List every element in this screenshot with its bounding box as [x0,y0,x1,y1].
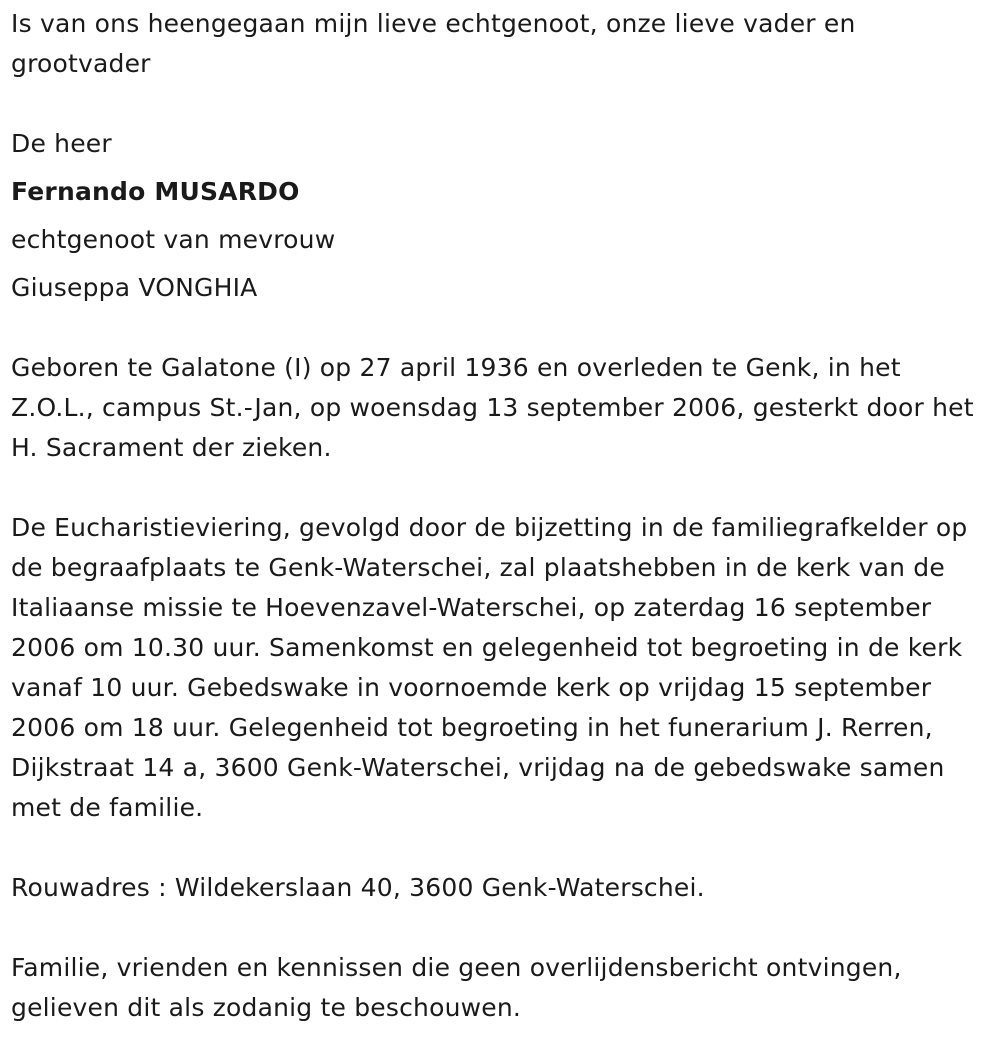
intro-text: Is van ons heengegaan mijn lieve echtgenoot, onze lieve vader en grootvader [11,9,856,78]
deceased-name: Fernando MUSARDO [11,177,300,206]
obituary-document [11,0,991,1028]
closing-paragraph: Familie, vrienden en kennissen die geen overlijdensbericht ontvingen, gelieven dit als zodanig te beschouwen. [11,953,902,1022]
title-prefix: De heer [11,129,112,158]
spouse-name: Giuseppa VONGHIA [11,273,258,302]
ceremony-paragraph: De Eucharistieviering, gevolgd door de bijzetting in de familiegrafkelder op de begraafplaats te Genk-Waterschei, zal plaatshebben in de kerk van de Italiaanse missie te Hoevenzavel-Waterschei, op zaterdag 16 september 2006 om 10.30 uur. Samenkomst en gelegenheid tot begroeting in de kerk vanaf 10 uur. Gebedswake in voornoemde kerk op vrijdag 15 september 2006 om 18 uur. Gelegenheid tot begroeting in het funerarium J. Rerren, Dijkstraat 14 a, 3600 Genk-Waterschei, vrijdag na de gebedswake samen met de familie. [11,513,968,822]
birth-death-paragraph: Geboren te Galatone (I) op 27 april 1936 en overleden te Genk, in het Z.O.L., campus St.-Jan, op woensdag 13 september 2006, gesterkt door het H. Sacrament der zieken. [11,353,974,462]
address-paragraph: Rouwadres : Wildekerslaan 40, 3600 Genk-Waterschei. [11,873,705,902]
spouse-label: echtgenoot van mevrouw [11,225,336,254]
